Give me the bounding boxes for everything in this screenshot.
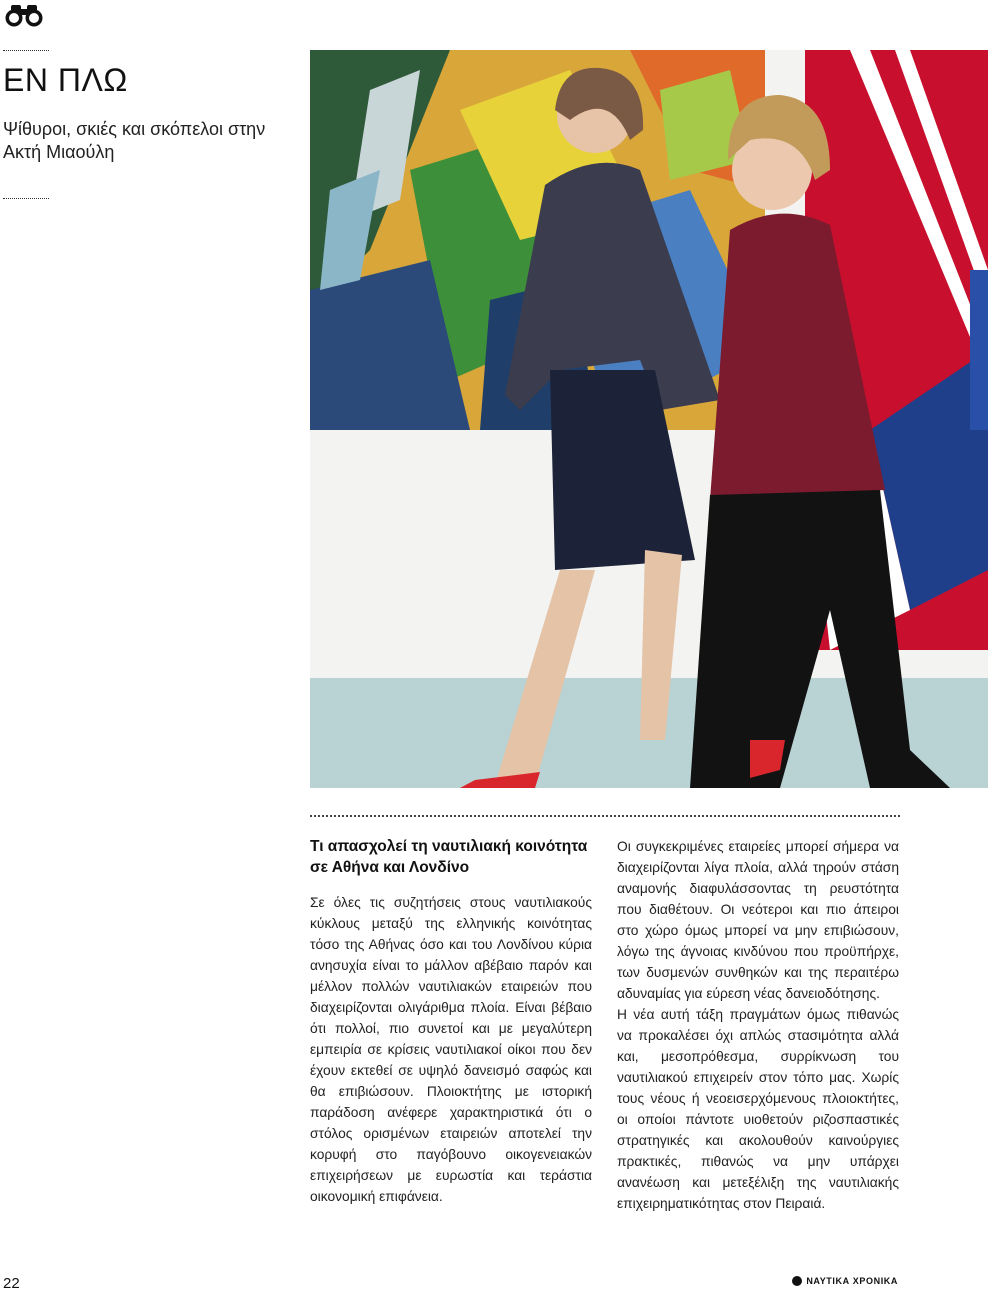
brand-name: ΝΑΥΤΙΚΑ ΧΡΟΝΙΚΑ [806,1276,898,1286]
footer-brand [792,1276,898,1286]
binoculars-icon [3,3,45,27]
section-subtitle: Ψίθυροι, σκιές και σκόπελοι στην Ακτή Μιαούλη [3,119,266,162]
article-paragraph: Σε όλες τις συζητήσεις στους ναυτιλιακούς κύκλους μεταξύ της ελληνικής κοινότητας τόσο της Αθήνας όσο και του Λονδίνου κύρια ανησυχία είναι το μάλλον αβέβαιο παρόν και μέλλον πολλών ναυτιλιακών εταιρειών που διαχειρίζονται ολιγάριθμα πλοία. Είναι βέβαιο ότι πολλοί, πιο συνετοί και με μεγαλύτερη εμπειρία σε κρίσεις ναυτιλιακοί οίκοι που δεν έχουν εκτεθεί σε υψηλό δανεισμό σαφώς και θα επιβιώσουν. Πλοιοκτήτης με ιστορική παράδοση ανέφερε χαρακτηριστικά ότι ο στόλος ορισμένων εταιρειών αποτελεί την κορυφή στο παγόβουνο οικογενειακών επιχειρήσεων με ευρωστία και τεράστια οικονομική επιφάνεια. [310,895,592,1204]
divider-bottom [3,198,49,199]
article-column-1 [310,836,592,1207]
article-headline: Τι απασχολεί τη ναυτιλιακή κοινότητα σε Αθήνα και Λονδίνο [310,838,588,876]
article-photo [310,50,988,788]
page-number: 22 [3,1275,20,1292]
article-column-2 [617,836,899,1214]
brand-logo-icon [792,1276,802,1286]
article-paragraph: Η νέα αυτή τάξη πραγμάτων όμως πιθανώς να προκαλέσει όχι απλώς στασιμότητα αλλά και, μεσοπρόθεσμα, συρρίκνωση του ναυτιλιακού επιχειρείν στον τόπο μας. Χωρίς τους νέους ή νεοεισερχόμενους πλοιοκτήτες, οι οποίοι πάντοτε υιοθετούν ριζοσπαστικές στρατηγικές και ακολουθούν καινούργιες πρακτικές, πιθανώς να μην υπάρχει ανανέωση και μετεξέλιξη της ναυτιλιακής επιχειρηματικότητας στον Πειραιά. [617,1007,899,1211]
article-divider [310,815,900,817]
article-paragraph: Οι συγκεκριμένες εταιρείες μπορεί σήμερα να διαχειρίζονται λίγα πλοία, αλλά τηρούν στάση αναμονής διαφυλάσσοντας τη ρευστότητα που διαθέτουν. Οι νεότεροι και πιο άπειροι στο χώρο όμως μπορεί να μην επιβιώσουν, λόγω της άγνοιας κινδύνου που προϋπήρχε, των δυσμενών συνθηκών και της περαιτέρω αδυναμίας για εύρεση νέας δανειοδότησης. [617,839,899,1001]
divider-top [3,50,49,51]
section-title: ΕΝ ΠΛΩ [3,62,128,98]
